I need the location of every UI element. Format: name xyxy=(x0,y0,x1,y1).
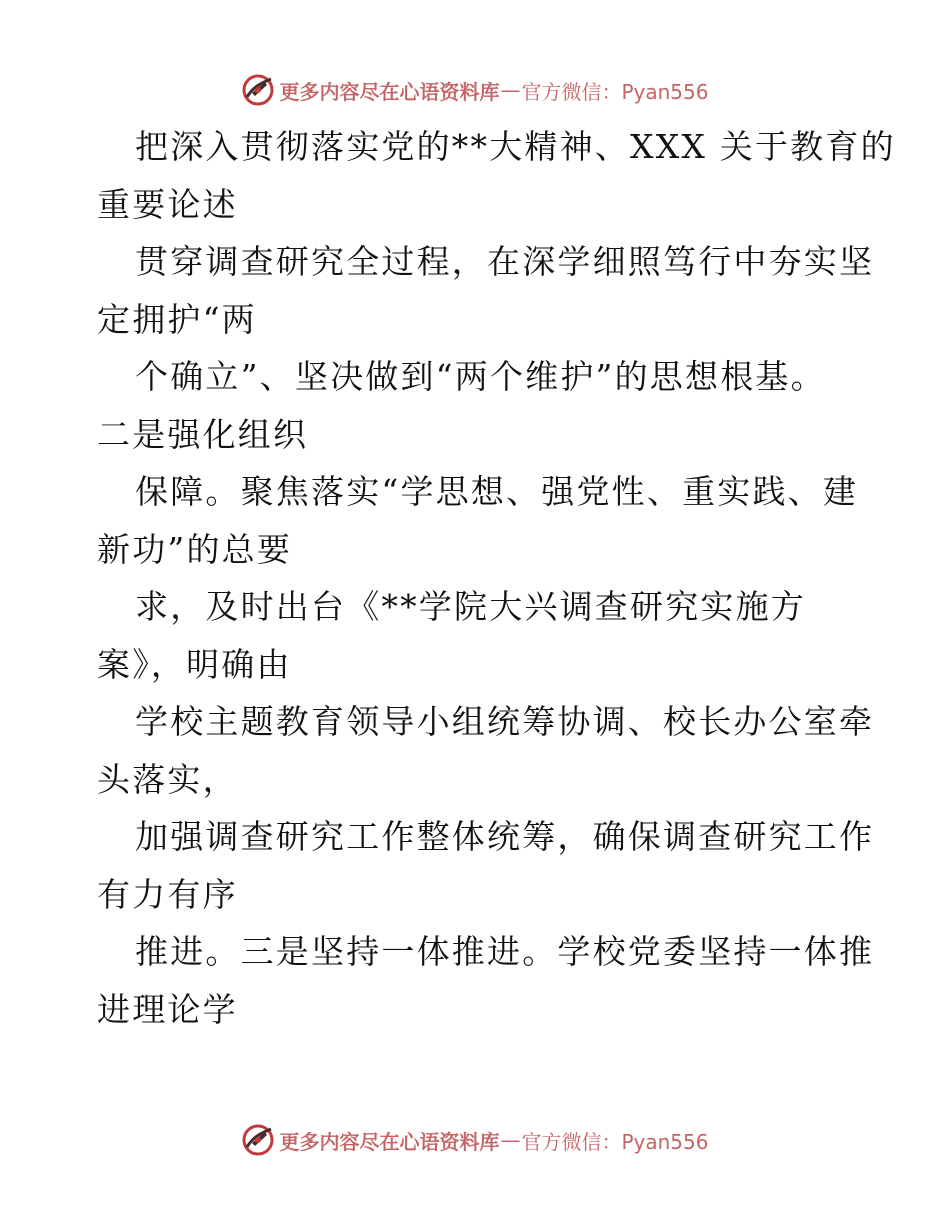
body-line: 求，及时出台《**学院大兴调查研究实施方 xyxy=(135,587,806,626)
body-line: 二是强化组织 xyxy=(97,414,309,454)
body-line: 保障。聚焦落实“学思想、强党性、重实践、建 xyxy=(135,472,859,511)
body-line: 新功”的总要 xyxy=(97,529,293,569)
body-line: 有力有序 xyxy=(97,874,238,914)
header-banner-title: 更多内容尽在心语资料库 xyxy=(279,79,500,104)
body-line: 加强调查研究工作整体统筹，确保调查研究工作 xyxy=(135,817,875,856)
header-banner-separator: — xyxy=(500,78,521,102)
body-line: 定拥护“两 xyxy=(97,299,257,339)
footer-banner xyxy=(0,1120,950,1160)
header-banner-wechat: 官方微信：Pyan556 xyxy=(521,79,709,104)
header-banner xyxy=(0,70,950,110)
footer-banner-title: 更多内容尽在心语资料库 xyxy=(279,1129,500,1154)
pen-nib-logo-icon xyxy=(241,1123,275,1157)
body-line: 案》，明确由 xyxy=(97,644,292,684)
footer-banner-wechat: 官方微信：Pyan556 xyxy=(521,1129,709,1154)
body-line: 重要论述 xyxy=(97,184,238,224)
body-line: 贯穿调查研究全过程，在深学细照笃行中夯实坚 xyxy=(135,242,875,281)
pen-nib-logo-icon xyxy=(241,73,275,107)
body-line: 个确立”、坚决做到“两个维护”的思想根基。 xyxy=(135,357,826,396)
body-line: 把深入贯彻落实党的**大精神、XXX 关于教育的 xyxy=(135,127,896,166)
body-line: 头落实， xyxy=(97,759,238,799)
body-line: 推进。三是坚持一体推进。学校党委坚持一体推 xyxy=(135,932,875,971)
document-body xyxy=(97,118,896,1038)
body-line: 进理论学 xyxy=(97,989,238,1029)
footer-banner-separator: — xyxy=(500,1128,521,1152)
body-line: 学校主题教育领导小组统筹协调、校长办公室牵 xyxy=(135,702,875,741)
